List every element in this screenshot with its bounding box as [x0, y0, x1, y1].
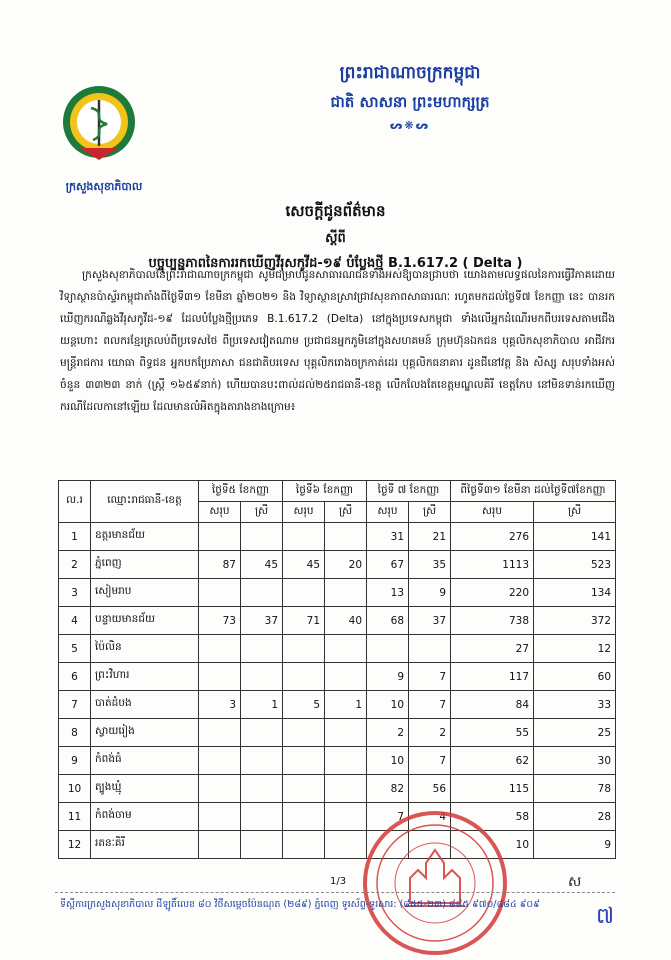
cell-cum-female: 141: [534, 523, 616, 551]
cell-d6-female: [325, 523, 367, 551]
cell-cum-total: 10: [451, 831, 534, 859]
cell-d5-total: [199, 803, 241, 831]
cell-d6-female: [325, 747, 367, 775]
cell-cum-total: 84: [451, 691, 534, 719]
official-seal-stamp: [360, 808, 510, 958]
cell-d5-female: [241, 635, 283, 663]
cell-province: ត្បូងឃ្មុំ: [91, 775, 199, 803]
cell-d5-female: [241, 831, 283, 859]
cell-province: ព្រះវិហារ: [91, 663, 199, 691]
cell-d5-female: [241, 663, 283, 691]
cell-d7-total: 31: [367, 523, 409, 551]
cell-d5-female: 45: [241, 551, 283, 579]
cell-cum-total: 115: [451, 775, 534, 803]
cell-province: ភ្នំពេញ: [91, 551, 199, 579]
cell-cum-female: 134: [534, 579, 616, 607]
header-day5: ថ្ងៃទី៥ ខែកញ្ញា: [199, 481, 283, 502]
cell-province: រតនៈគិរី: [91, 831, 199, 859]
cell-cum-total: 738: [451, 607, 534, 635]
cell-d7-female: 2: [409, 719, 451, 747]
cell-d7-total: 13: [367, 579, 409, 607]
header-female: ស្រី: [325, 502, 367, 523]
cell-province: បាត់ដំបង: [91, 691, 199, 719]
cell-cum-female: 372: [534, 607, 616, 635]
cell-d5-total: [199, 831, 241, 859]
cell-no: 7: [59, 691, 91, 719]
table-row: [59, 747, 616, 775]
cell-d7-total: 82: [367, 775, 409, 803]
cell-d6-female: [325, 663, 367, 691]
cell-d7-total: 10: [367, 691, 409, 719]
cell-d5-total: [199, 523, 241, 551]
cell-d7-total: 9: [367, 663, 409, 691]
cell-d7-female: 37: [409, 607, 451, 635]
cell-no: 4: [59, 607, 91, 635]
header-female: ស្រី: [241, 502, 283, 523]
header-total: សរុប: [451, 502, 534, 523]
document-subject: បច្ចុប្បន្នភាពនៃការរកឃើញវីរុសកូវីដ-១៩ បំប្លែងថ្មី B.1.617.2 ( Delta ): [148, 256, 523, 271]
cell-cum-total: 58: [451, 803, 534, 831]
cell-d7-total: 2: [367, 719, 409, 747]
cell-no: 10: [59, 775, 91, 803]
cell-no: 12: [59, 831, 91, 859]
document-title: សេចក្ដីជូនព័ត៌មាន: [285, 202, 386, 220]
cell-d6-total: [283, 719, 325, 747]
cell-d7-female: 7: [409, 747, 451, 775]
cell-d6-total: 5: [283, 691, 325, 719]
cell-cum-total: 276: [451, 523, 534, 551]
cell-d7-female: 4: [409, 803, 451, 831]
cell-d5-total: 3: [199, 691, 241, 719]
cell-d6-total: [283, 831, 325, 859]
cell-d6-total: [283, 803, 325, 831]
cell-province: កំពង់ធំ: [91, 747, 199, 775]
cell-cum-female: 60: [534, 663, 616, 691]
cases-table: [58, 480, 616, 859]
cell-province: ស្វាយរៀង: [91, 719, 199, 747]
document-subtitle-about: ស្ដីពី: [325, 231, 346, 246]
table-row: [59, 607, 616, 635]
footer-address: ទីស្ដីការក្រសួងសុខាភិបាល ដីឡូតិ៍លេខ ៨០ វិថីសម្ដេចប៉ែនណុត (២៨៩) ភ្នំពេញ ទូរស័ព្ទ-ទូរសារ: (៨៥៥-២៣) ៨៨៥ ៩៧០/៨៨៤ ៩០៩: [60, 899, 540, 910]
cell-province: កំពង់ចាម: [91, 803, 199, 831]
header-no: ល.រ: [59, 481, 91, 523]
table-row: [59, 635, 616, 663]
cell-no: 1: [59, 523, 91, 551]
cell-d5-total: [199, 635, 241, 663]
cell-no: 3: [59, 579, 91, 607]
cell-d6-total: 71: [283, 607, 325, 635]
cell-province: សៀមរាប: [91, 579, 199, 607]
cell-d7-female: [409, 635, 451, 663]
cell-d5-female: [241, 803, 283, 831]
header-day7: ថ្ងៃទី ៧ ខែកញ្ញា: [367, 481, 451, 502]
ornament: ᔕ❋ᔕ: [389, 119, 431, 132]
cell-cum-total: 1113: [451, 551, 534, 579]
cell-d7-total: 7: [367, 803, 409, 831]
cell-no: 8: [59, 719, 91, 747]
cell-d6-total: [283, 747, 325, 775]
header-province: ឈ្មោះរាជធានី-ខេត្ត: [91, 481, 199, 523]
cell-d5-female: 37: [241, 607, 283, 635]
cell-cum-total: 27: [451, 635, 534, 663]
table-row: [59, 691, 616, 719]
header-total: សរុប: [283, 502, 325, 523]
cell-d5-total: 73: [199, 607, 241, 635]
cell-d6-female: [325, 719, 367, 747]
kingdom-heading: [250, 62, 570, 132]
cell-d6-female: 1: [325, 691, 367, 719]
cell-province: បន្ទាយមានជ័យ: [91, 607, 199, 635]
cell-no: 6: [59, 663, 91, 691]
cell-cum-female: 30: [534, 747, 616, 775]
kingdom-line-2: ជាតិ សាសនា ព្រះមហាក្សត្រ: [330, 93, 490, 111]
table-row: [59, 775, 616, 803]
cell-d5-total: [199, 747, 241, 775]
cell-cum-total: 117: [451, 663, 534, 691]
header-cumulative: ពីថ្ងៃទី៣១ ខែមីនា ដល់ថ្ងៃទី៧ខែកញ្ញា: [451, 481, 616, 502]
cell-d7-total: 67: [367, 551, 409, 579]
cell-d6-total: [283, 775, 325, 803]
cell-cum-female: 33: [534, 691, 616, 719]
cell-d7-female: 35: [409, 551, 451, 579]
cell-cum-female: 78: [534, 775, 616, 803]
cell-d5-total: [199, 775, 241, 803]
cell-d7-total: 10: [367, 747, 409, 775]
table-row: [59, 831, 616, 859]
cell-d6-female: [325, 579, 367, 607]
cell-cum-female: 9: [534, 831, 616, 859]
cell-d6-female: [325, 635, 367, 663]
cell-d6-total: 45: [283, 551, 325, 579]
cell-d5-total: [199, 663, 241, 691]
initial-mark: ស: [568, 874, 582, 890]
header-day6: ថ្ងៃទី៦ ខែកញ្ញា: [283, 481, 367, 502]
handwritten-page-mark: ៧: [596, 904, 615, 929]
cell-d7-female: 21: [409, 523, 451, 551]
cell-d6-total: [283, 523, 325, 551]
cell-province: ឧត្ដរមានជ័យ: [91, 523, 199, 551]
cell-province: ប៉ៃលិន: [91, 635, 199, 663]
header-total: សរុប: [367, 502, 409, 523]
ministry-caption: ក្រសួងសុខាភិបាល: [65, 180, 143, 193]
cell-cum-total: 220: [451, 579, 534, 607]
table-row: [59, 663, 616, 691]
table-row: [59, 551, 616, 579]
cell-d5-female: [241, 747, 283, 775]
body-paragraph: ក្រសួងសុខាភិបាលនៃព្រះរាជាណាចក្រកម្ពុជា សូមជម្រាបជូនសាធារណជនទាំងអស់ឱ្យបានជ្រាបថា យោងតាមលទ្ធផលនៃការធ្វើវិភាគដោយវិទ្យាស្ថានប៉ាស្ទ័រកម្ពុជាតាំងពីថ្ងៃទី៣១ ខែមីនា ឆ្នាំ២០២១ និង វិទ្យាស្ថានស្រាវជ្រាវសុខភាពសាធារណៈ រហូតមកដល់ថ្ងៃទី៧ ខែកញ្ញា នេះ បានរកឃើញករណីឆ្លងវីរុសកូវីដ-១៩ ដែលបំប្លែងថ្មីប្រភេទ B.1.617.2 (Delta) នៅក្នុងប្រទេសកម្ពុជា ទាំងលើអ្នកដំណើរមកពីបរទេសតាមជើងយន្តហោះ ពលករខ្មែរត្រលប់ពីប្រទេសថៃ ពីប្រទេសវៀតណាម ប្រជាជនអ្នកភូមិនៅក្នុងសហគមន៍ ក្រុមហ៊ុនឯកជន បុគ្គលិកសុខាភិបាល អាជីវករ មន្ត្រីរាជការ យោធា ពិទ្ធជន អ្នកបកប្រែភាសា ជនជាតិបរទេស បុគ្គលិករោងចក្រកាត់ដេរ បុគ្គលិកធនាគារ ដូនជីនៅវត្ត និង សិស្ស សរុបទាំងអស់ចំនួន ៣៣២៣ នាក់ (ស្ត្រី ១៦៥៩នាក់) ហើយបានបះពាល់ដល់២៥រាជធានី-ខេត្ត លើកលែងតែខេត្តមណ្ឌលគិរី ខេត្តកែប នៅមិនទាន់រកឃើញករណីដែលកានៅឡើយ ដែលមានលំអិតក្នុងតារាងខាងក្រោម៖: [60, 269, 615, 413]
cell-d6-total: [283, 663, 325, 691]
cell-d5-female: [241, 579, 283, 607]
header-total: សរុប: [199, 502, 241, 523]
cell-cum-total: 62: [451, 747, 534, 775]
header-female: ស្រី: [409, 502, 451, 523]
cell-cum-female: 28: [534, 803, 616, 831]
table-row: [59, 803, 616, 831]
cell-d5-total: 87: [199, 551, 241, 579]
cell-no: 9: [59, 747, 91, 775]
cell-d6-female: [325, 775, 367, 803]
cell-d5-female: 1: [241, 691, 283, 719]
cell-d5-female: [241, 523, 283, 551]
cell-d5-total: [199, 579, 241, 607]
table-row: [59, 523, 616, 551]
header-female: ស្រី: [534, 502, 616, 523]
cell-d6-total: [283, 579, 325, 607]
cell-cum-total: 55: [451, 719, 534, 747]
cell-d7-female: 56: [409, 775, 451, 803]
cell-no: 11: [59, 803, 91, 831]
cell-d7-total: [367, 635, 409, 663]
ministry-logo: [58, 78, 140, 166]
cell-cum-female: 12: [534, 635, 616, 663]
cell-d5-total: [199, 719, 241, 747]
cell-cum-female: 25: [534, 719, 616, 747]
table-row: [59, 719, 616, 747]
footer-divider: [55, 892, 615, 893]
cell-d7-female: 7: [409, 663, 451, 691]
cell-d6-total: [283, 635, 325, 663]
cell-d7-female: 7: [409, 691, 451, 719]
cell-cum-female: 523: [534, 551, 616, 579]
cell-d5-female: [241, 719, 283, 747]
cell-d6-female: 20: [325, 551, 367, 579]
cell-d7-female: 9: [409, 579, 451, 607]
table-row: [59, 579, 616, 607]
page-number: 1/3: [330, 876, 347, 887]
cell-d7-total: 68: [367, 607, 409, 635]
kingdom-line-1: ព្រះរាជាណាចក្រកម្ពុជា: [339, 63, 481, 83]
cell-no: 2: [59, 551, 91, 579]
cell-d5-female: [241, 775, 283, 803]
cell-no: 5: [59, 635, 91, 663]
cell-d6-female: 40: [325, 607, 367, 635]
